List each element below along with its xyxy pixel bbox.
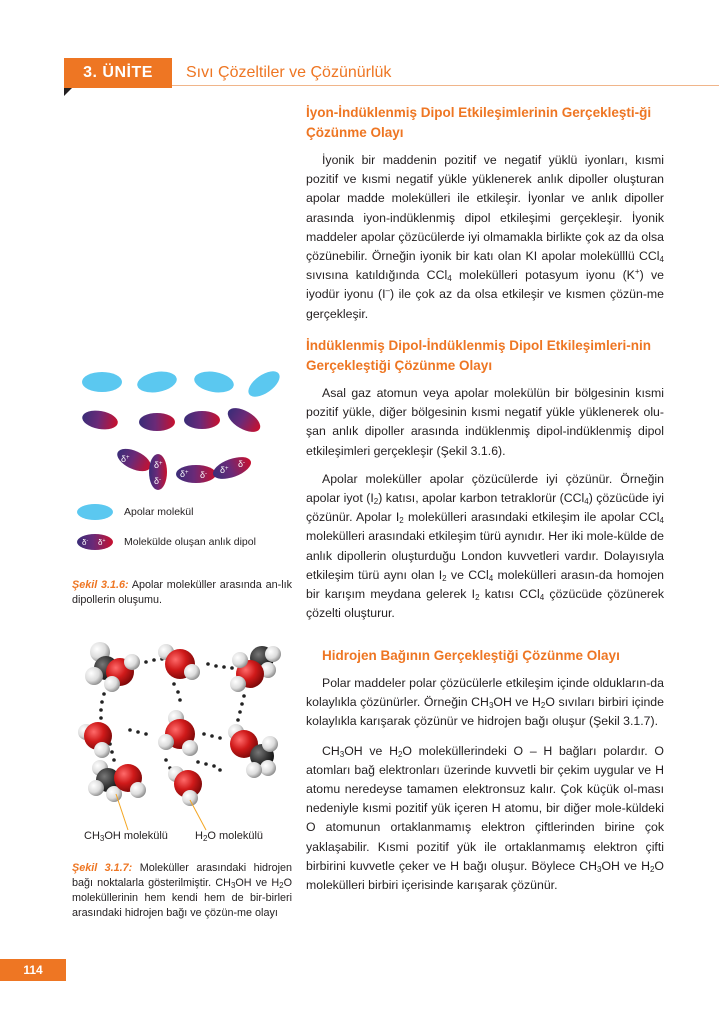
figure1-caption-label: Şekil 3.1.6:: [72, 579, 129, 591]
delta-label: δ+: [121, 454, 130, 464]
section-heading: İndüklenmiş Dipol-İndüklenmiş Dipol Etkileşimleri-nin Gerçekleştiği Çözünme Olayı: [306, 338, 652, 373]
delta-label: δ-: [200, 470, 208, 480]
apolar-swatch: [76, 503, 114, 521]
forming-dipoles-row: [81, 403, 264, 437]
figure1-caption: [72, 578, 292, 608]
apolar-molecules-row: [82, 366, 284, 401]
legend-apolar: [76, 503, 193, 521]
legend-dipole: [76, 533, 256, 551]
paragraph: Asal gaz atomun veya apolar molekülün bir bölgesinin kısmi pozitif yükle, diğer bölgesinin kısmi negatif yükle yüklenerek olu-şan anlık dipoller arasında indüklenmiş dipol-indüklenmiş dipol etkileşimleri gerçekleşir (Şekil 3.1.6).: [306, 386, 664, 458]
section-hydrogen-bond: [306, 646, 664, 895]
pointer-line: [190, 800, 206, 830]
unit-badge: 3. ÜNİTE: [64, 58, 172, 88]
section-induced-induced-dipole: [306, 336, 664, 623]
figure-induced-dipoles: [72, 360, 292, 500]
page-number: 114: [0, 959, 66, 981]
methanol-molecule: [228, 724, 278, 778]
figure2-caption: [72, 861, 292, 921]
figure-hydrogen-bonding: [68, 632, 292, 842]
legend-dipole-label: Molekülde oluşan anlık dipol: [124, 536, 256, 548]
section-ion-induced-dipole: [306, 103, 664, 324]
delta-label: δ-: [238, 459, 246, 469]
section-heading: Hidrojen Bağının Gerçekleştiği Çözünme Olayı: [322, 648, 620, 663]
water-molecule: [168, 766, 202, 806]
paragraph: İyonik bir maddenin pozitif ve negatif yüklü iyonları, kısmi pozitif ve kısmi negatif yükle yüklenerek anlık dipoller oluşturan apolar madde molekülleri ile etkileşir. İyonlar ve anlık dipoller arasında iyon-indüklenmiş dipol etkileşimi gerçekleşir. İyonik maddeler apolar çözücülerde iyi olmamakla birlikte çok az da olsa çözünebilir. Örneğin iyonik bir katı olan KI apolar molekülllü CCl$_4$ sıvısına katıldığında CCl$_4$ molekülleri potasyum iyonu (K+) ve iyodür iyonu (I–) ile çok az da olsa etkileşir ve kısmen çözün-me gerçekleşir.: [306, 153, 665, 321]
water-molecule: [158, 644, 200, 680]
unit-title: Sıvı Çözeltiler ve Çözünürlük: [186, 64, 392, 81]
figure2-caption-label: Şekil 3.1.7:: [72, 862, 133, 874]
unit-badge-corner: [64, 88, 72, 96]
methanol-molecule: [85, 642, 140, 692]
dipole-swatch: [76, 533, 114, 551]
svg-text:δ+: δ+: [98, 538, 106, 547]
instant-dipoles-row: [114, 444, 254, 490]
delta-label: δ+: [220, 465, 229, 475]
paragraph: Apolar moleküller apolar çözücülerde iyi çözünür. Örneğin apolar iyot $(I_2)$ katısı, apolar karbon tetraklorür (CCl$_4$) çözücüde iyi çözünür. Apolar $I_2$ molekülleri arasındaki etkileşim ile apolar CCl$_4$ molekülleri arasındaki etkileşim türü aynıdır. Her iki mole-külde de anlık dipollerin oluşturduğu London kuvvetleri vardır. Dolayısıyla etkileşim türü aynı olan $I_2$ ve CCl$_4$ molekülleri arasın-da homojen bir karışım meydana gelerek $I_2$ katısı CCl$_4$ çözücüde çözünerek çözelti oluşturur.: [306, 471, 664, 621]
section-heading: İyon-İndüklenmiş Dipol Etkileşimlerinin Gerçekleşti-ği Çözünme Olayı: [306, 105, 652, 140]
water-molecule: [158, 710, 198, 756]
methanol-molecule: [230, 646, 281, 692]
paragraph: Polar maddeler polar çözücülerle etkileşim içinde oldukların-da kolaylıkla çözünürler. Örneğin $CH_3OH$ ve $H_2O$ sıvıları birbiri içinde kolaylıkla karışarak çözünür ve hidrojen bağı oluşur (Şekil 3.1.7).: [306, 676, 664, 729]
paragraph: $CH_3OH$ ve $H_2O$ moleküllerindeki O – H bağları polardır. O atomları bağ elektronları üzerinde kuvvetli bir çekim uygular ve H atomu neredeyse tamamen elektronsuz kalır. Çok küçük ol-ması nedeniyle kısmi pozitif yük içeren H atomu, bir diğer mole-küldeki O atomunun ortaklanmamış elektron çiftlerinden birine çok yaklaşabilir. Kısmi pozitif yük ile ortaklanmamış elektron çifti birbirini kuvvetle çeker ve H bağı oluşur. Böylece $CH_3OH$ ve $H_2O$ molekülleri birbiri içerisinde karışarak çözünür.: [306, 743, 664, 893]
label-h2o: $H_2O$ molekülü: [195, 830, 264, 843]
pointer-line: [116, 794, 128, 830]
figure2-caption-text: Moleküller arasındaki hidrojen bağı noktalarla gösterilmiştir. $CH_3OH$ ve $H_2O$ moleküllerinin hem kendi hem de bir-birleri arasındaki hidrojen bağı ve çözün-me olayı: [72, 862, 293, 919]
delta-label: δ+: [154, 460, 163, 470]
water-molecule: [78, 722, 112, 758]
label-ch3oh: $CH_3OH$ molekülü: [84, 830, 168, 843]
delta-label: δ-: [154, 476, 162, 486]
figure1-caption-text: Apolar moleküller arasında an-lık dipollerin oluşumu.: [72, 579, 292, 606]
svg-text:δ-: δ-: [82, 538, 89, 547]
delta-label: δ+: [180, 469, 189, 479]
legend-apolar-label: Apolar molekül: [124, 506, 194, 518]
